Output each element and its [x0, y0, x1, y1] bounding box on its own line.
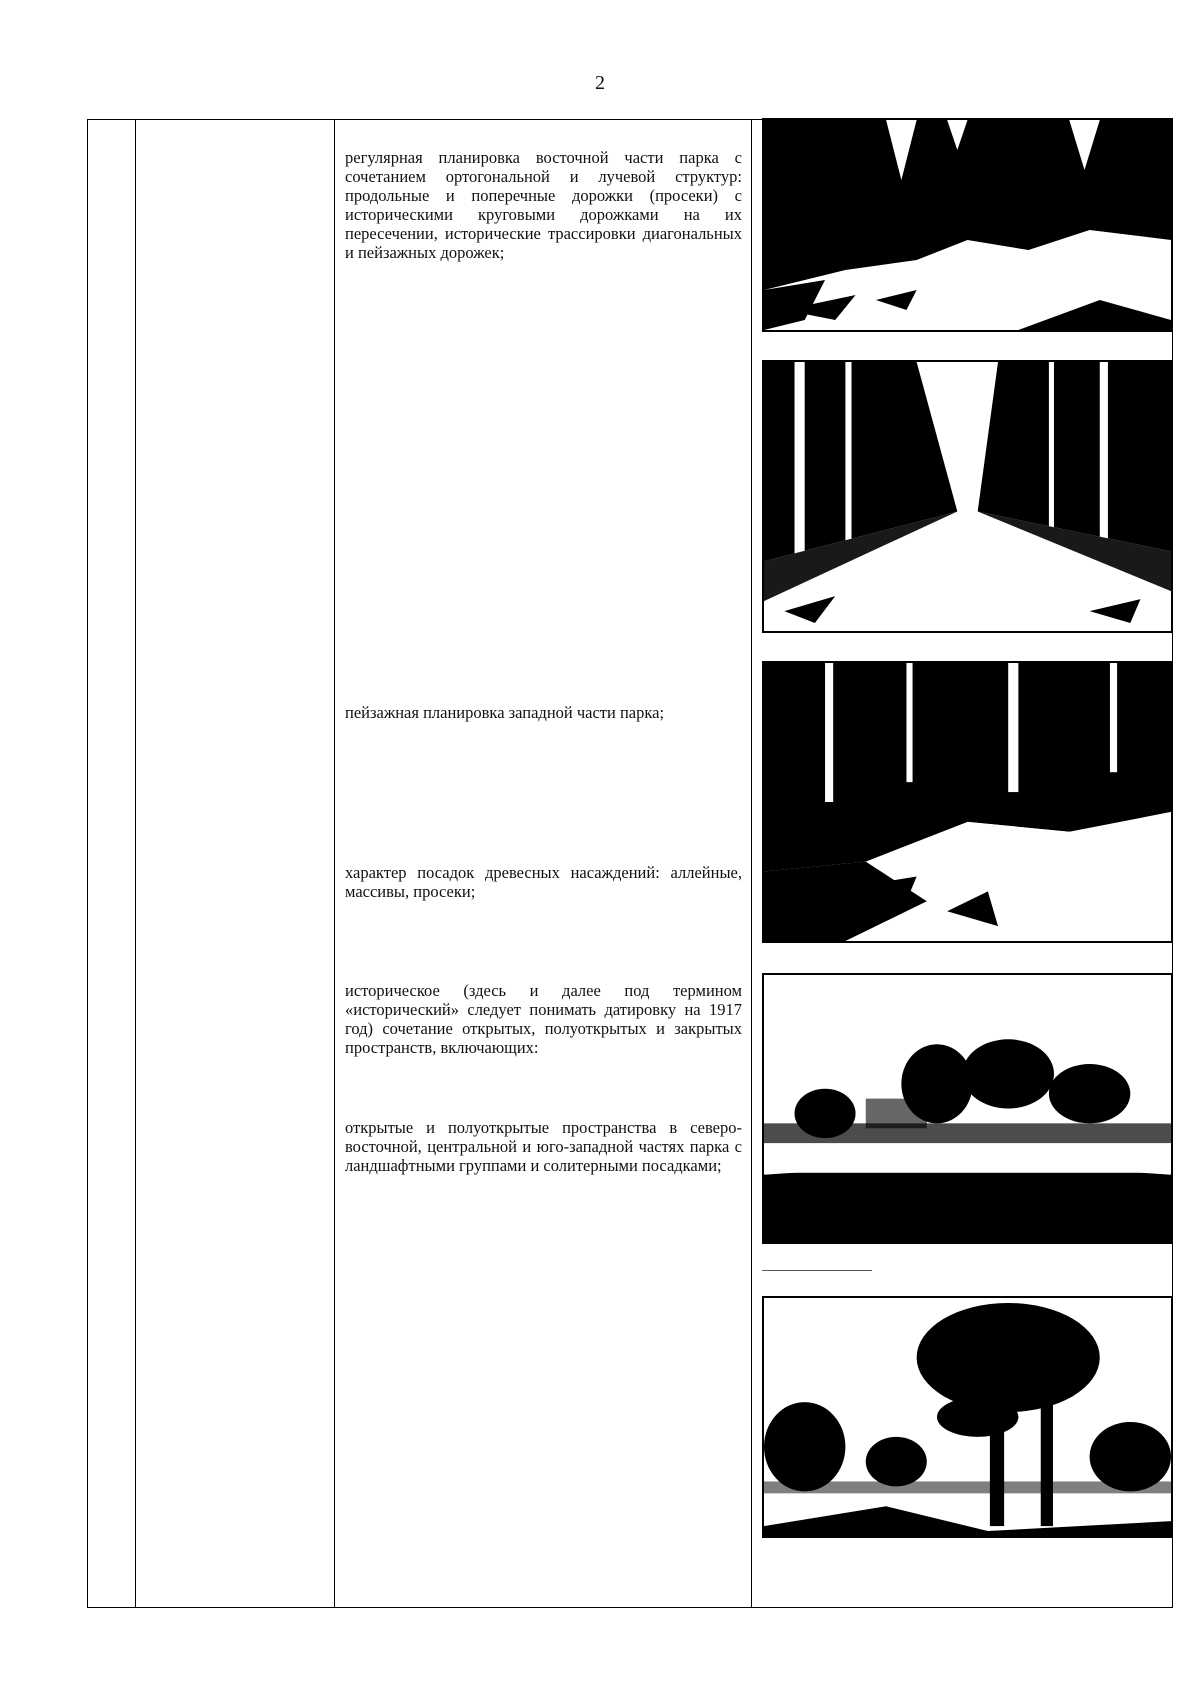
photo-tree-trail [762, 661, 1173, 943]
photo-solitary-pines [762, 1296, 1173, 1538]
monument-protection-table [87, 119, 1173, 1608]
photo-forest-alley [762, 360, 1173, 633]
paragraph-planting-character [345, 863, 742, 901]
image-separator-line [762, 1270, 872, 1271]
paragraph-text: открытые и полуоткрытые пространства в северо-восточной, центральной и юго-западной частях парка с ландшафтными группами и солитерными посадками; [345, 1118, 742, 1175]
paragraph-text: пейзажная планировка западной части парка; [345, 703, 665, 722]
paragraph-regular-layout [345, 148, 742, 262]
paragraph-landscape-layout [345, 703, 742, 722]
paragraph-historic-spaces [345, 981, 742, 1057]
paragraph-text: характер посадок древесных насаждений: аллейные, массивы, просеки; [345, 863, 742, 901]
page-number: 2 [595, 72, 605, 94]
column-divider-2 [334, 120, 335, 1607]
column-divider-3 [751, 120, 752, 1607]
photo-forest-path [762, 118, 1173, 332]
paragraph-text: историческое (здесь и далее под термином «исторический» следует понимать датировку на 1917 год) сочетание открытых, полуоткрытых и закрытых пространств, включающих: [345, 981, 742, 1057]
paragraph-text: регулярная планировка восточной части парка с сочетанием ортогональной и лучевой структур: продольные и поперечные дорожки (просеки) с историческими круговыми дорожками на их пересечении, исторические трассировки диагональных и пейзажных дорожек; [345, 148, 742, 262]
column-divider-1 [135, 120, 136, 1607]
paragraph-open-spaces [345, 1118, 742, 1175]
photo-open-glade [762, 973, 1173, 1244]
